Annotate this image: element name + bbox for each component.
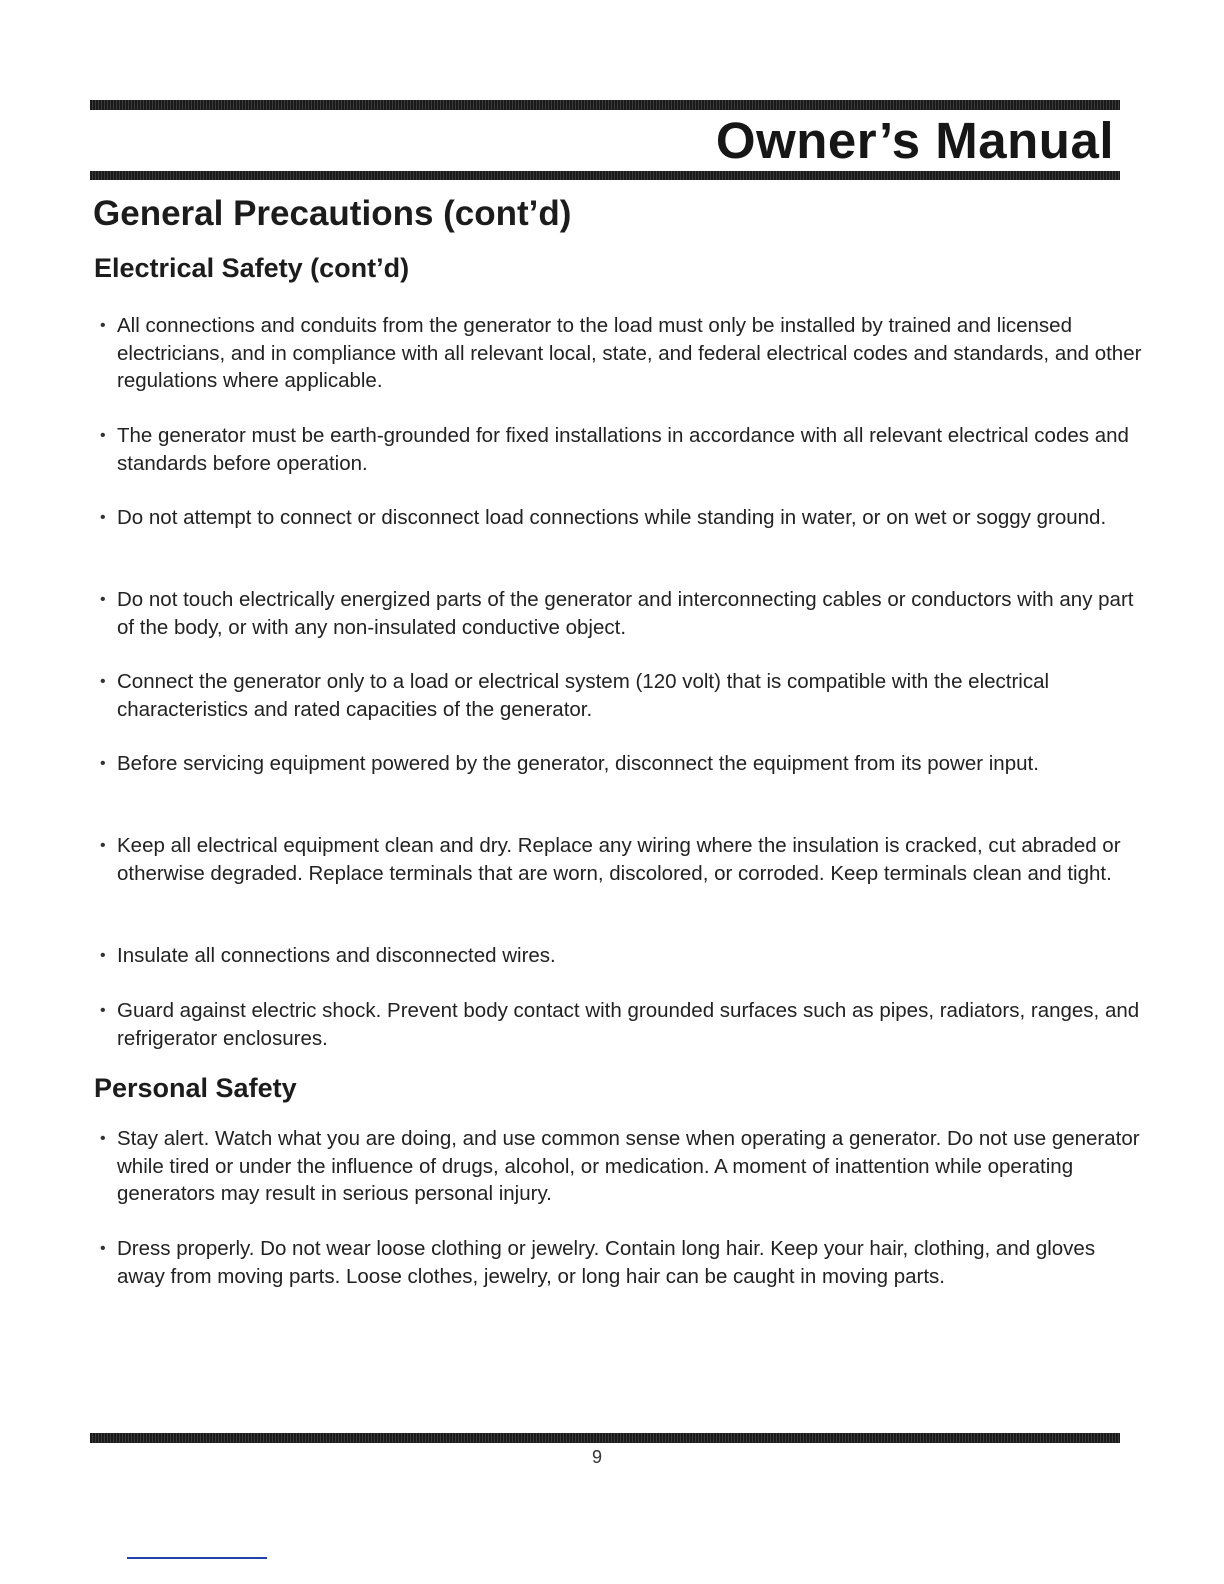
section-heading: General Precautions (cont’d) <box>93 194 572 233</box>
bullet-text: All connections and conduits from the generator to the load must only be installed by trained and licensed electricians, and in compliance with all relevant local, state, and federal electrical codes and standards, and other regulations where applicable. <box>117 314 1142 392</box>
bullet-icon: • <box>100 317 106 334</box>
electrical-bullet-3 <box>100 504 1145 532</box>
bullet-text: Keep all electrical equipment clean and dry. Replace any wiring where the insulation is cracked, cut abraded or otherwise degraded. Replace terminals that are worn, discolored, or corroded. Keep terminals clean and tight. <box>117 834 1121 885</box>
footer-underline <box>127 1557 267 1559</box>
bullet-text: Stay alert. Watch what you are doing, and use common sense when operating a generator. Do not use generator while tired or under the influence of drugs, alcohol, or medication. A moment of inattention while operating generators may result in serious personal injury. <box>117 1127 1140 1205</box>
page-number: 9 <box>591 1447 602 1467</box>
electrical-bullet-8 <box>100 942 1145 970</box>
bullet-text: Do not touch electrically energized parts of the generator and interconnecting cables or conductors with any part of the body, or with any non-insulated conductive object. <box>117 588 1134 639</box>
electrical-bullet-4 <box>100 586 1145 641</box>
bullet-text: Before servicing equipment powered by the generator, disconnect the equipment from its power input. <box>117 752 1039 775</box>
bullet-icon: • <box>100 427 106 444</box>
electrical-bullet-7 <box>100 832 1145 887</box>
bullet-text: Insulate all connections and disconnected wires. <box>117 944 556 967</box>
bullet-icon: • <box>100 1002 106 1019</box>
bullet-icon: • <box>100 755 106 772</box>
electrical-bullet-6 <box>100 750 1145 778</box>
personal-bullet-2 <box>100 1235 1145 1290</box>
electrical-bullet-5 <box>100 668 1145 723</box>
bullet-icon: • <box>100 1240 106 1257</box>
electrical-bullet-2 <box>100 422 1145 477</box>
electrical-safety-heading: Electrical Safety (cont’d) <box>94 253 410 283</box>
bullet-text: Do not attempt to connect or disconnect load connections while standing in water, or on wet or soggy ground. <box>117 506 1107 529</box>
bullet-icon: • <box>100 591 106 608</box>
bullet-text: Guard against electric shock. Prevent body contact with grounded surfaces such as pipes, radiators, ranges, and refrigerator enclosures. <box>117 999 1140 1050</box>
bullet-icon: • <box>100 947 106 964</box>
personal-bullet-1 <box>100 1125 1145 1208</box>
bullet-icon: • <box>100 1130 106 1147</box>
personal-safety-heading: Personal Safety <box>94 1073 297 1103</box>
electrical-bullet-9 <box>100 997 1145 1052</box>
header-rule-top <box>90 100 1120 110</box>
electrical-bullet-1 <box>100 312 1145 395</box>
bullet-icon: • <box>100 837 106 854</box>
bullet-icon: • <box>100 673 106 690</box>
bullet-text: The generator must be earth-grounded for fixed installations in accordance with all relevant electrical codes and standards before operation. <box>117 424 1129 475</box>
footer-rule <box>90 1433 1120 1443</box>
bullet-text: Dress properly. Do not wear loose clothing or jewelry. Contain long hair. Keep your hair, clothing, and gloves away from moving parts. Loose clothes, jewelry, or long hair can be caught in moving parts. <box>117 1237 1096 1288</box>
document-title: Owner’s Manual <box>715 112 1114 169</box>
bullet-text: Connect the generator only to a load or electrical system (120 volt) that is compatible with the electrical characteristics and rated capacities of the generator. <box>117 670 1050 721</box>
bullet-icon: • <box>100 509 106 526</box>
header-rule-bottom <box>90 171 1120 180</box>
